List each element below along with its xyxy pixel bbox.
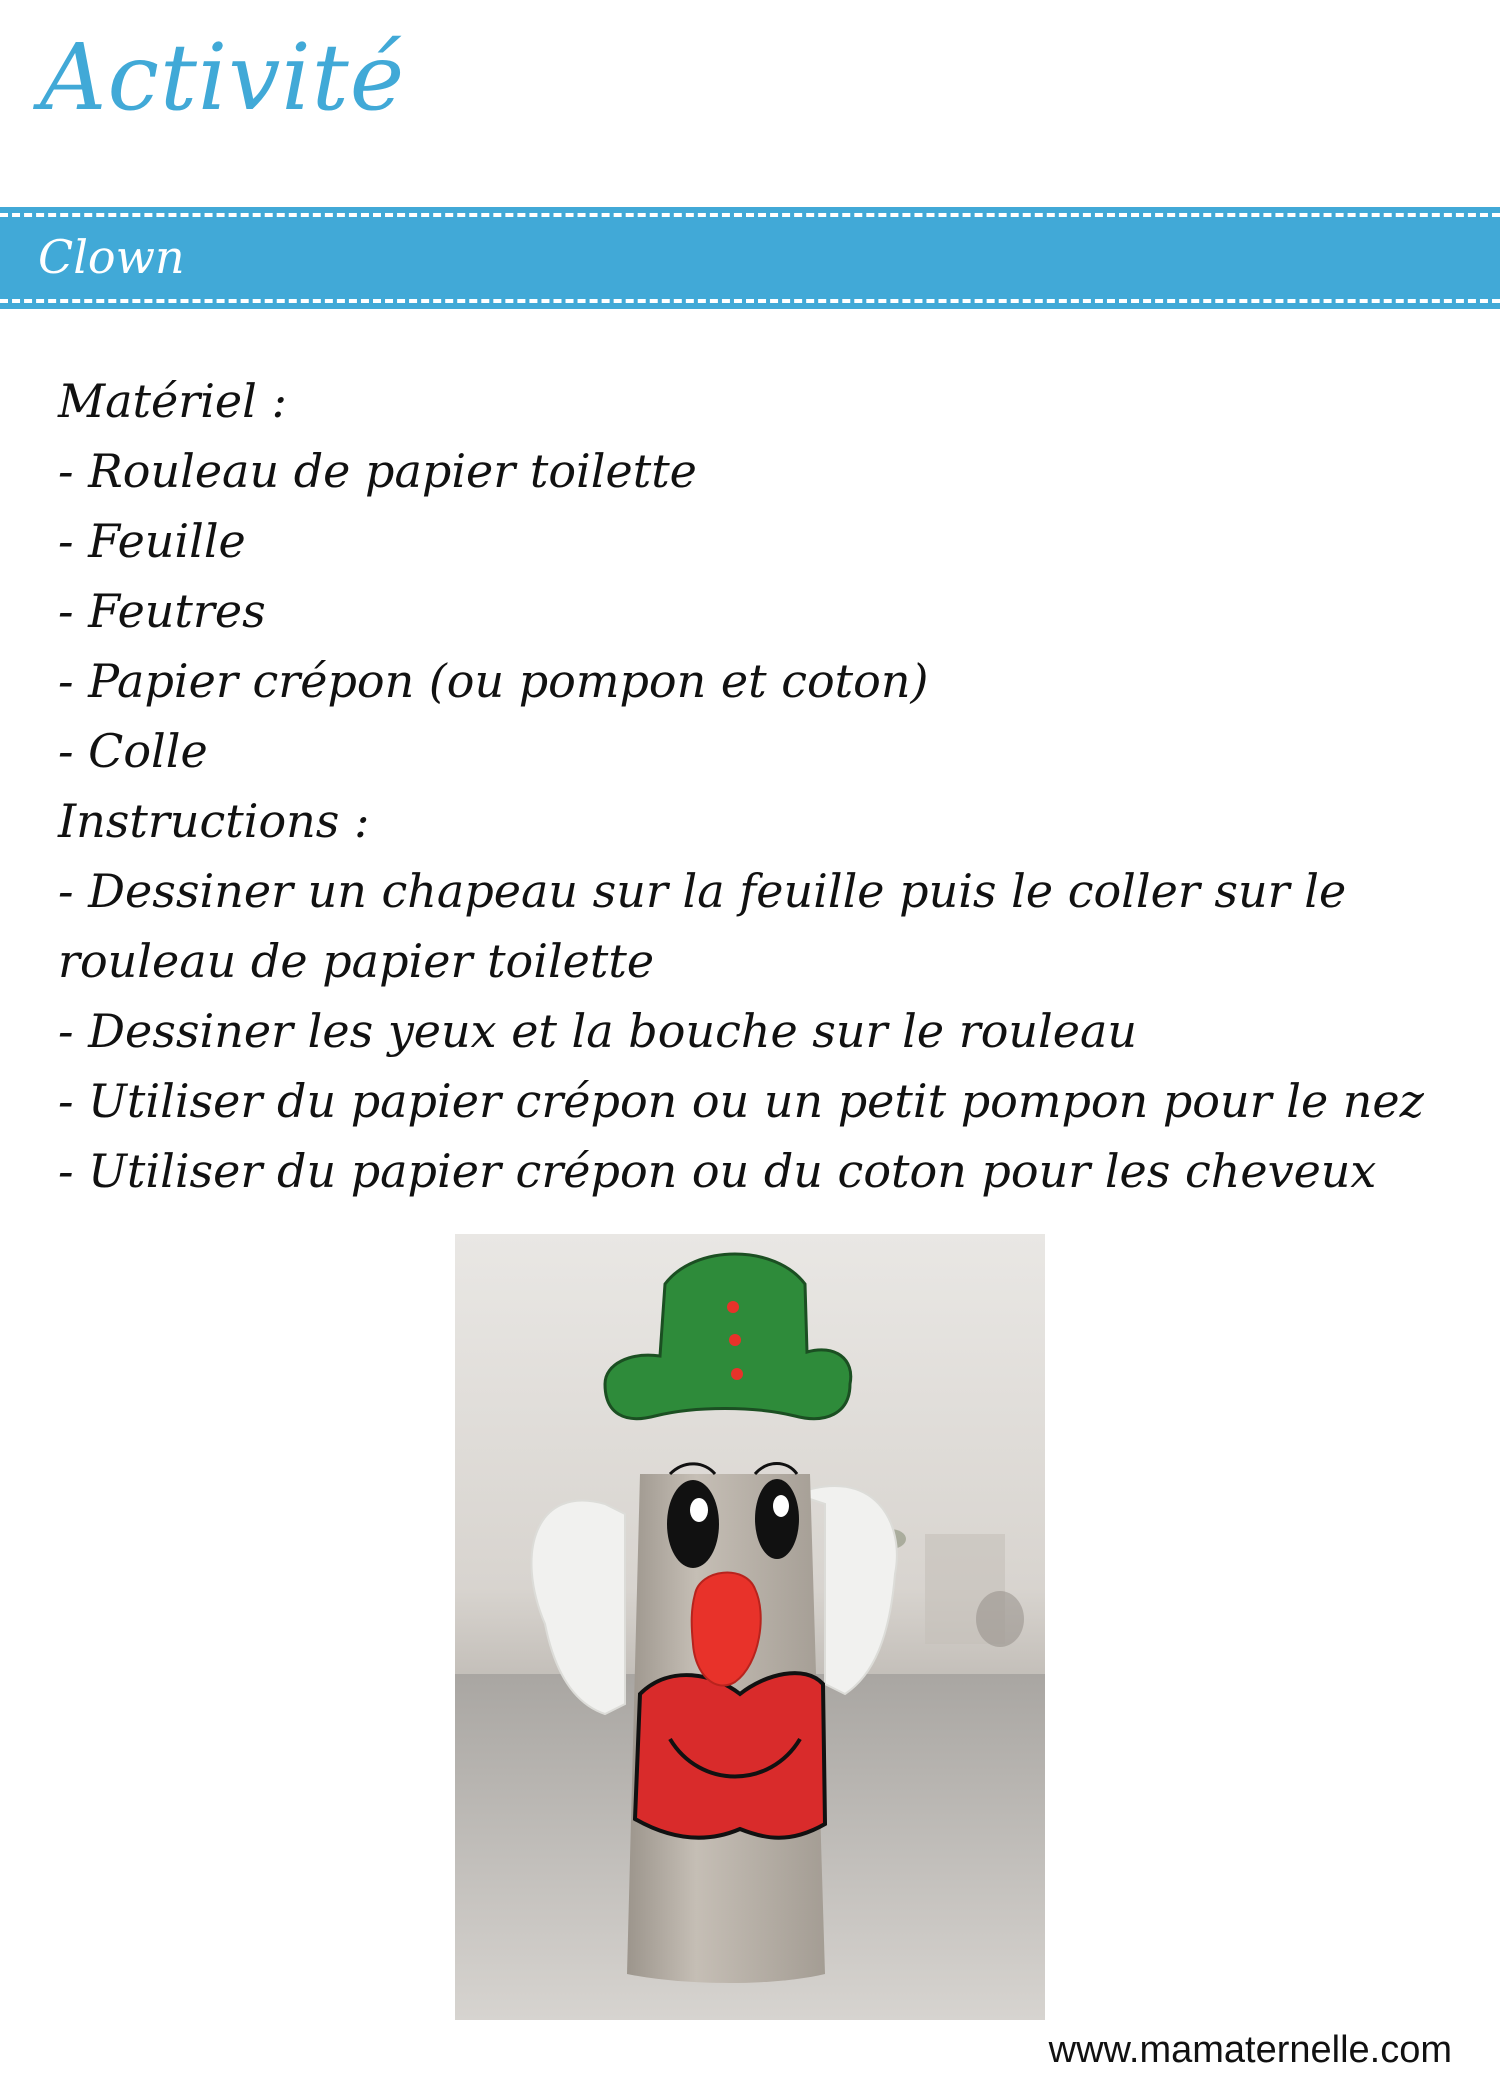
activity-content	[58, 366, 1458, 1206]
banner-top-dashed-border	[0, 213, 1500, 217]
hat-dot	[729, 1334, 741, 1346]
material-item: - Feuille	[58, 514, 246, 568]
activity-name: Clown	[38, 230, 185, 284]
hat-dot	[727, 1301, 739, 1313]
left-eye-highlight	[690, 1498, 708, 1522]
instructions-heading: Instructions :	[58, 794, 370, 848]
right-eye-highlight	[773, 1495, 789, 1517]
instruction-item: - Utiliser du papier crépon ou du coton pour les cheveux	[58, 1144, 1377, 1198]
materials-heading: Matériel :	[58, 374, 287, 428]
instruction-item: - Dessiner un chapeau sur la feuille puis le coller sur le rouleau de papier toilette	[58, 864, 1347, 988]
clown-photo-illustration	[455, 1234, 1045, 2020]
hat-dot	[731, 1368, 743, 1380]
clown-mouth	[635, 1673, 825, 1838]
clown-craft-photo	[455, 1234, 1045, 2020]
title-banner	[0, 207, 1500, 309]
website-url[interactable]: www.mamaternelle.com	[1048, 2029, 1452, 2071]
material-item: - Colle	[58, 724, 208, 778]
page-title: Activité	[40, 24, 406, 131]
blurred-background-mirror	[976, 1591, 1024, 1647]
material-item: - Papier crépon (ou pompon et coton)	[58, 654, 929, 708]
material-item: - Rouleau de papier toilette	[58, 444, 697, 498]
left-eye	[667, 1480, 719, 1568]
banner-bottom-dashed-border	[0, 299, 1500, 303]
material-item: - Feutres	[58, 584, 266, 638]
instruction-item: - Dessiner les yeux et la bouche sur le rouleau	[58, 1004, 1138, 1058]
instruction-item: - Utiliser du papier crépon ou un petit pompon pour le nez	[58, 1074, 1424, 1128]
right-eye	[755, 1479, 799, 1559]
